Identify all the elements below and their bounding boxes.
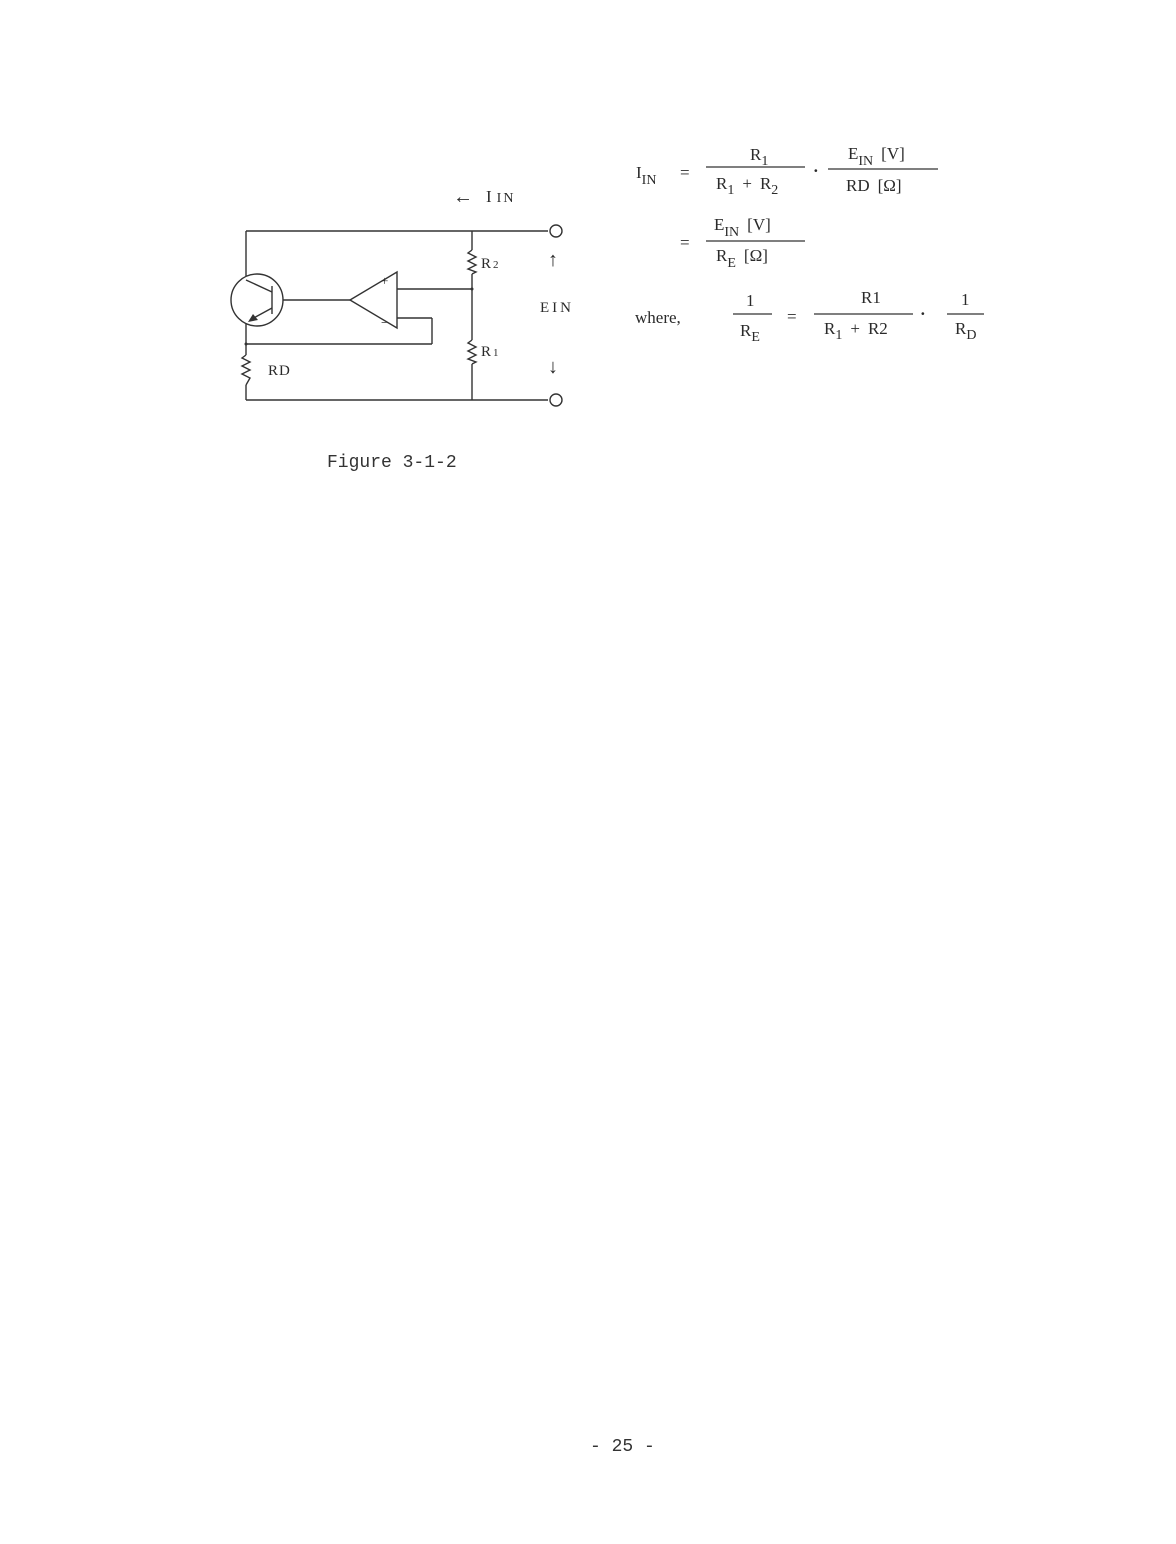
fraction1-numerator: $R_1$ (750, 145, 769, 169)
opamp-plus-label: + (381, 273, 389, 288)
multiply-dot: · (813, 161, 819, 180)
current-arrow-icon: ← (453, 186, 473, 208)
arrow-up-icon: ↑ (548, 249, 558, 271)
opamp-triangle (350, 272, 397, 328)
fraction6-denominator: $R_D$ (955, 319, 977, 343)
r2-label: R 2 (481, 256, 499, 272)
equals-sign: = (787, 307, 797, 326)
transistor-circle (231, 274, 283, 326)
equals-sign: = (680, 163, 690, 182)
multiply-dot: · (920, 304, 926, 323)
r1-label: R 1 (481, 344, 499, 360)
equations-block (600, 120, 1020, 360)
opamp-minus-label: − (381, 316, 389, 331)
fraction4-numerator: 1 (746, 291, 755, 310)
lhs-label: $I_{IN}$ (636, 163, 657, 188)
rd-label: RD (268, 363, 291, 379)
fraction6-numerator: 1 (961, 290, 970, 309)
rd-resistor (242, 355, 250, 385)
current-label: I IN (486, 187, 516, 206)
fraction2-numerator: $E_{IN}$ [V] (848, 144, 905, 169)
fraction5-numerator: R1 (861, 288, 881, 307)
arrow-down-icon: ↓ (548, 356, 558, 378)
fraction1-denominator: $R_1 + R_2$ (716, 174, 779, 198)
voltage-label: EIN (540, 300, 574, 316)
where-label: where, (635, 308, 681, 327)
circuit-diagram (0, 0, 640, 430)
r1-resistor (468, 340, 476, 364)
transistor-collector (246, 280, 272, 292)
page-number: - 25 - (590, 1437, 655, 1457)
node-dot (471, 288, 474, 291)
equals-sign: = (680, 233, 690, 252)
fraction3-denominator: $R_E$ [Ω] (716, 246, 768, 271)
emitter-arrow (248, 314, 258, 322)
figure-caption: Figure 3-1-2 (327, 453, 457, 473)
terminal-bottom (550, 394, 562, 406)
r2-resistor (468, 250, 476, 274)
fraction4-denominator: $R_E$ (740, 321, 760, 345)
fraction3-numerator: $E_{IN}$ [V] (714, 215, 771, 240)
fraction5-denominator: $R_1 + R2$ (824, 319, 888, 343)
terminal-top (550, 225, 562, 237)
node-dot (245, 343, 248, 346)
fraction2-denominator: RD [Ω] (846, 176, 902, 195)
